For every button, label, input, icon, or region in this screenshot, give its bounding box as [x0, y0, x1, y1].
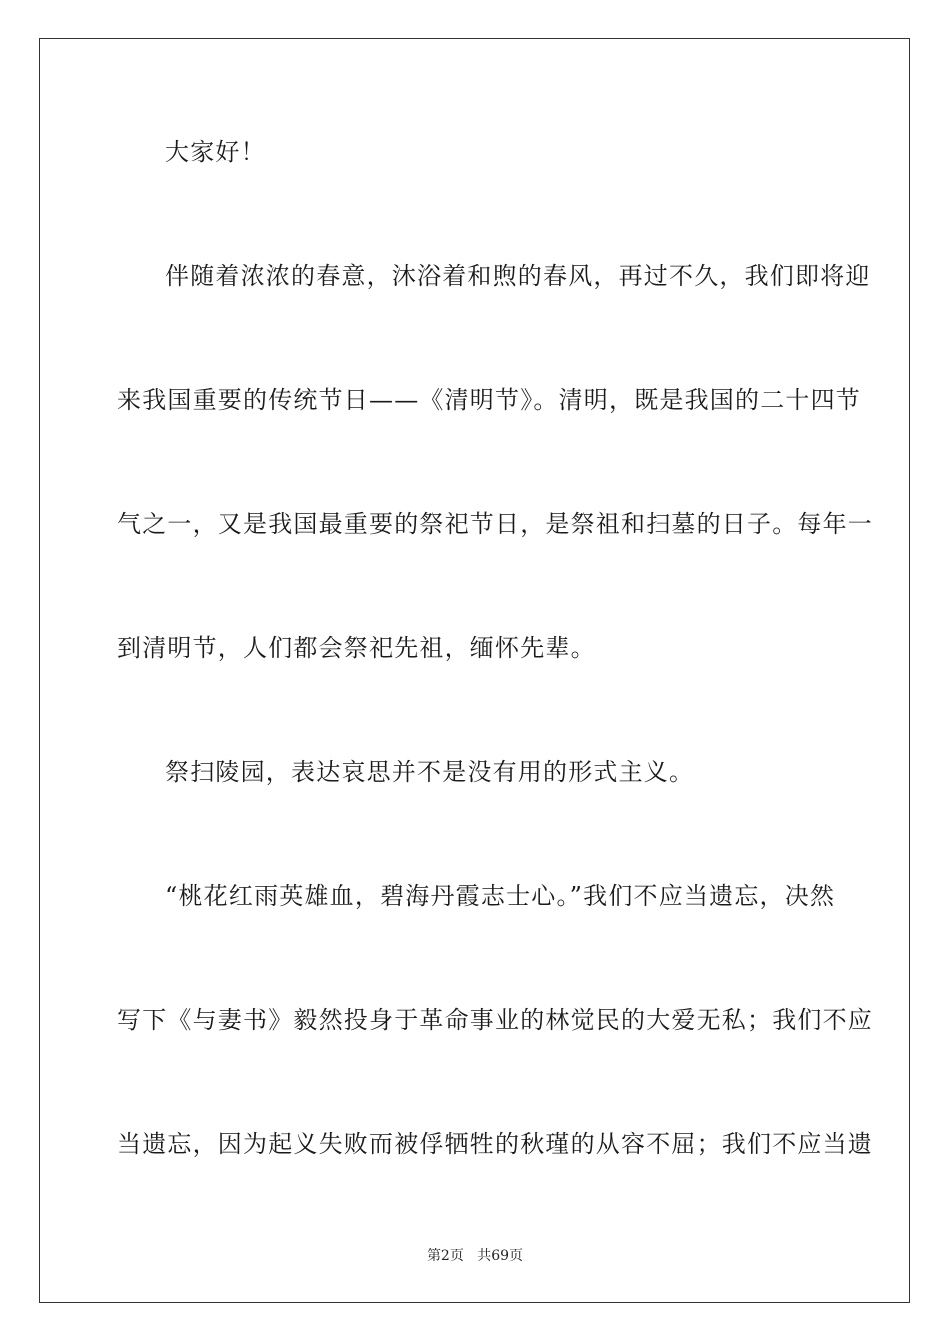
paragraph-line: 当遗忘，因为起义失败而被俘牺牲的秋瑾的从容不屈；我们不应当遗 — [117, 1130, 873, 1158]
paragraph-line: 伴随着浓浓的春意，沐浴着和煦的春风，再过不久，我们即将迎 — [165, 262, 871, 290]
page-number-total: 共69页 — [477, 1248, 524, 1264]
paragraph-line: 到清明节，人们都会祭祀先祖，缅怀先辈。 — [117, 634, 596, 662]
page-footer — [0, 1247, 950, 1265]
paragraph-line: 祭扫陵园，表达哀思并不是没有用的形式主义。 — [165, 758, 695, 786]
footer-gap — [464, 1248, 477, 1264]
page-border — [39, 38, 910, 1303]
page-number-current: 第2页 — [426, 1248, 464, 1264]
paragraph-line: 气之一，又是我国最重要的祭祀节日，是祭祖和扫墓的日子。每年一 — [117, 510, 873, 538]
paragraph-line: “桃花红雨英雄血，碧海丹霞志士心。”我们不应当遗忘，决然 — [165, 882, 836, 910]
paragraph-line: 写下《与妻书》毅然投身于革命事业的林觉民的大爱无私；我们不应 — [117, 1006, 873, 1034]
paragraph-line: 来我国重要的传统节日——《清明节》。清明，既是我国的二十四节 — [117, 386, 861, 414]
greeting-line: 大家好！ — [165, 138, 266, 166]
